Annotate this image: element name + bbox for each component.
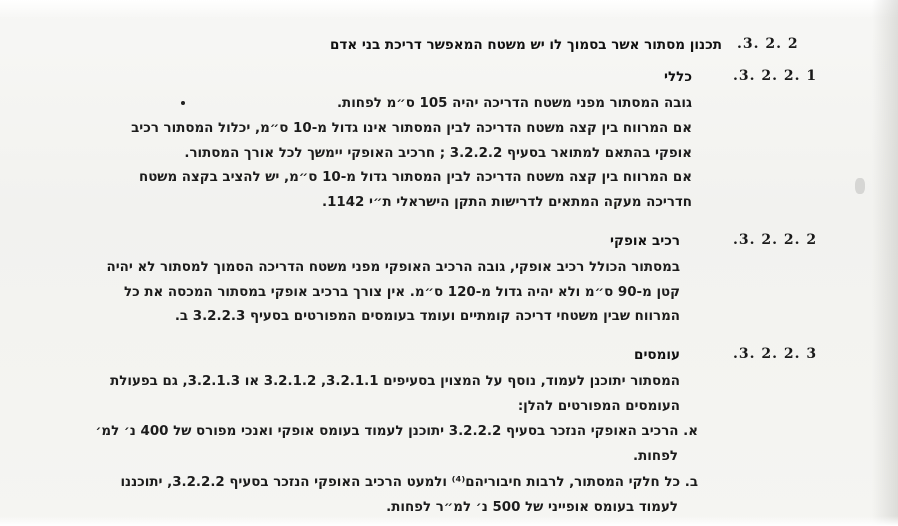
- section-title-3-2-2: תכנון מסתור אשר בסמוך לו יש משטח המאפשר דריכת בני אדם: [330, 37, 722, 53]
- list-item-alef-cont: לפחות.: [633, 449, 678, 464]
- paragraph-line: אם המרווח בין קצה משטח הדריכה לבין המסתור גדול מ-10 ס״מ, יש להציב בקצה משטח: [139, 170, 692, 185]
- list-item-alef: א. הרכיב האופקי הנזכר בסעיף 3.2.2.2 יתוכנן לעמוד בעומס אופקי ואנכי מפורס של 400 נ׳ למ׳: [95, 424, 698, 439]
- paragraph-line: קטן מ-90 ס״מ ולא יהיה גדול מ-120 ס״מ. אין צורך ברכיב אופקי במסתור המכסה את כל: [124, 285, 680, 300]
- scan-smudge: [855, 178, 865, 194]
- stray-mark: [181, 101, 185, 105]
- paragraph-line: אם המרווח בין קצה משטח הדריכה לבין המסתור אינו גדול מ-10 ס״מ, יכלול המסתור רכיב: [131, 121, 692, 136]
- section-number-3-2-2-1: .3. 2. 2. 1: [733, 68, 818, 84]
- paragraph-line: גובה המסתור מפני משטח הדריכה יהיה 105 ס״מ לפחות.: [336, 96, 692, 111]
- scan-shadow-edge: [872, 0, 898, 526]
- section-title-3-2-2-3: עומסים: [634, 347, 680, 363]
- paragraph-line: חדריכה מעקה המתאים לדרישות התקן הישראלי ת״י 1142.: [321, 195, 692, 210]
- paragraph-line: במסתור הכולל רכיב אופקי, גובה הרכיב האופקי מפני משטח הדריכה הסמוך למסתור לא יהיה: [106, 260, 680, 275]
- section-number-3-2-2-2: .3. 2. 2. 2: [733, 232, 818, 248]
- section-number-3-2-2-3: .3. 2. 2. 3: [733, 346, 818, 362]
- paragraph-line: העומסים המפורטים להלן:: [517, 399, 680, 414]
- paragraph-line: המרווח שבין משטחי דריכה קומתיים ועומד בעומסים המפורטים בסעיף 3.2.2.3 ב.: [174, 309, 680, 324]
- page-bottom-edge: [0, 516, 898, 526]
- paragraph-line: המסתור יתוכנן לעמוד, נוסף על המצוין בסעיפים 3.2.1.1, 3.2.1.2 או 3.2.1.3, גם בפעולת: [110, 374, 680, 389]
- section-title-3-2-2-1: כללי: [664, 69, 692, 85]
- paragraph-line: אופקי בהתאם למתואר בסעיף 3.2.2.2 ; חרכיב האופקי יימשך לכל אורך המסתור.: [184, 146, 692, 161]
- list-item-bet: ב. כל חלקי המסתור, לרבות חיבוריהם⁽⁴⁾ ולמעט הרכיב האופקי הנזכר בסעיף 3.2.2.2, יתוכננו: [120, 475, 698, 490]
- section-number-3-2-2: .3. 2. 2: [737, 36, 799, 52]
- section-title-3-2-2-2: רכיב אופקי: [610, 233, 680, 249]
- list-item-bet-cont: לעמוד בעומס אופייני של 500 נ׳ למ״ר לפחות.: [386, 500, 678, 515]
